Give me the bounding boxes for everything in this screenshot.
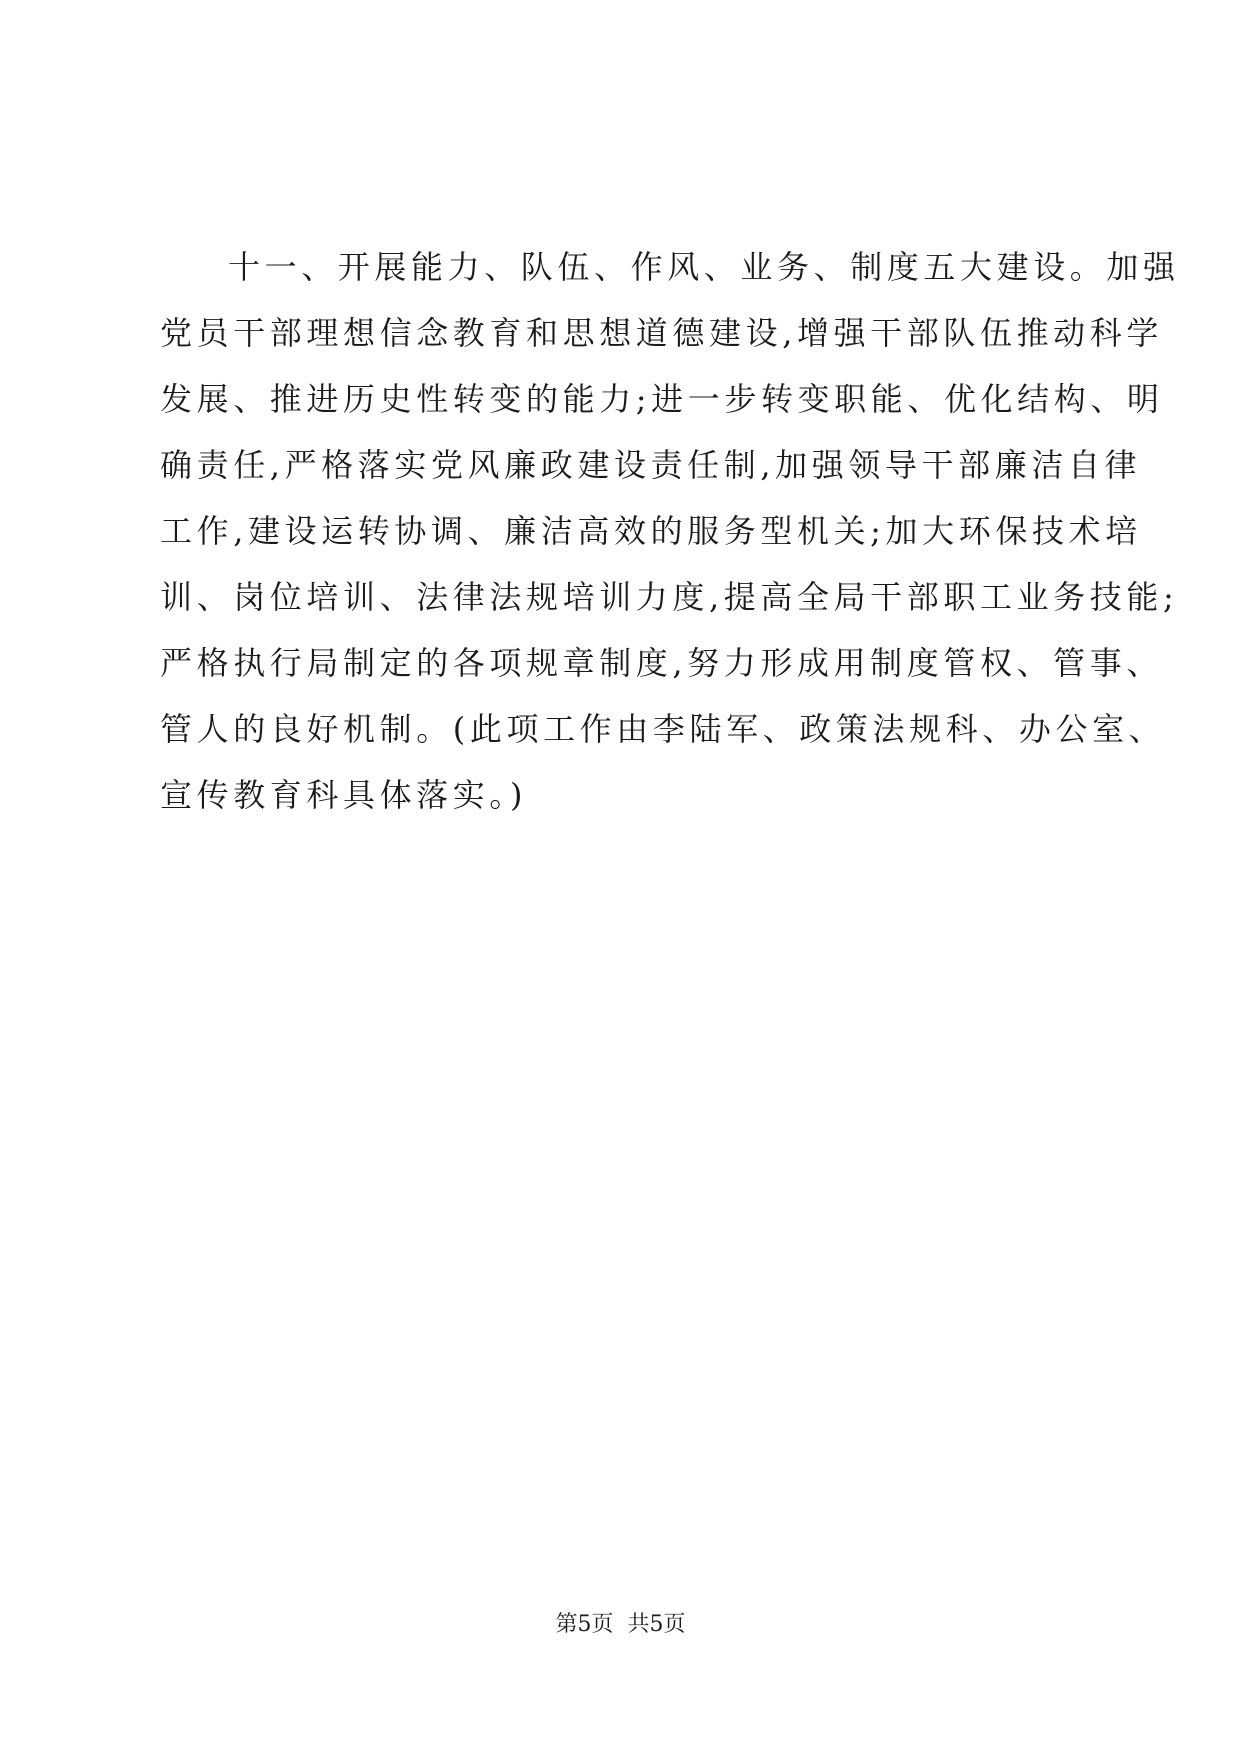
paragraph-line: 管人的良好机制。(此项工作由李陆军、政策法规科、办公室、 xyxy=(160,710,1166,748)
paragraph-line: 工作,建设运转协调、廉洁高效的服务型机关;加大环保技术培 xyxy=(160,512,1142,550)
paragraph-line: 确责任,严格落实党风廉政建设责任制,加强领导干部廉洁自律 xyxy=(160,446,1142,484)
body-paragraph xyxy=(160,234,1180,828)
paragraph-line: 宣传教育科具体落实。) xyxy=(160,776,528,814)
page-total: 共5页 xyxy=(627,1612,686,1637)
paragraph-line: 发展、推进历史性转变的能力;进一步转变职能、优化结构、明 xyxy=(160,380,1164,418)
page-footer xyxy=(0,1610,1241,1640)
paragraph-line: 严格执行局制定的各项规章制度,努力形成用制度管权、管事、 xyxy=(160,644,1163,682)
page-number: 第5页 xyxy=(555,1612,614,1637)
paragraph-line: 党员干部理想信念教育和思想道德建设,增强干部队伍推动科学 xyxy=(160,314,1163,352)
paragraph-line: 训、岗位培训、法律法规培训力度,提高全局干部职工业务技能; xyxy=(160,578,1179,616)
paragraph-line: 十一、开展能力、队伍、作风、业务、制度五大建设。加强 xyxy=(228,248,1180,286)
